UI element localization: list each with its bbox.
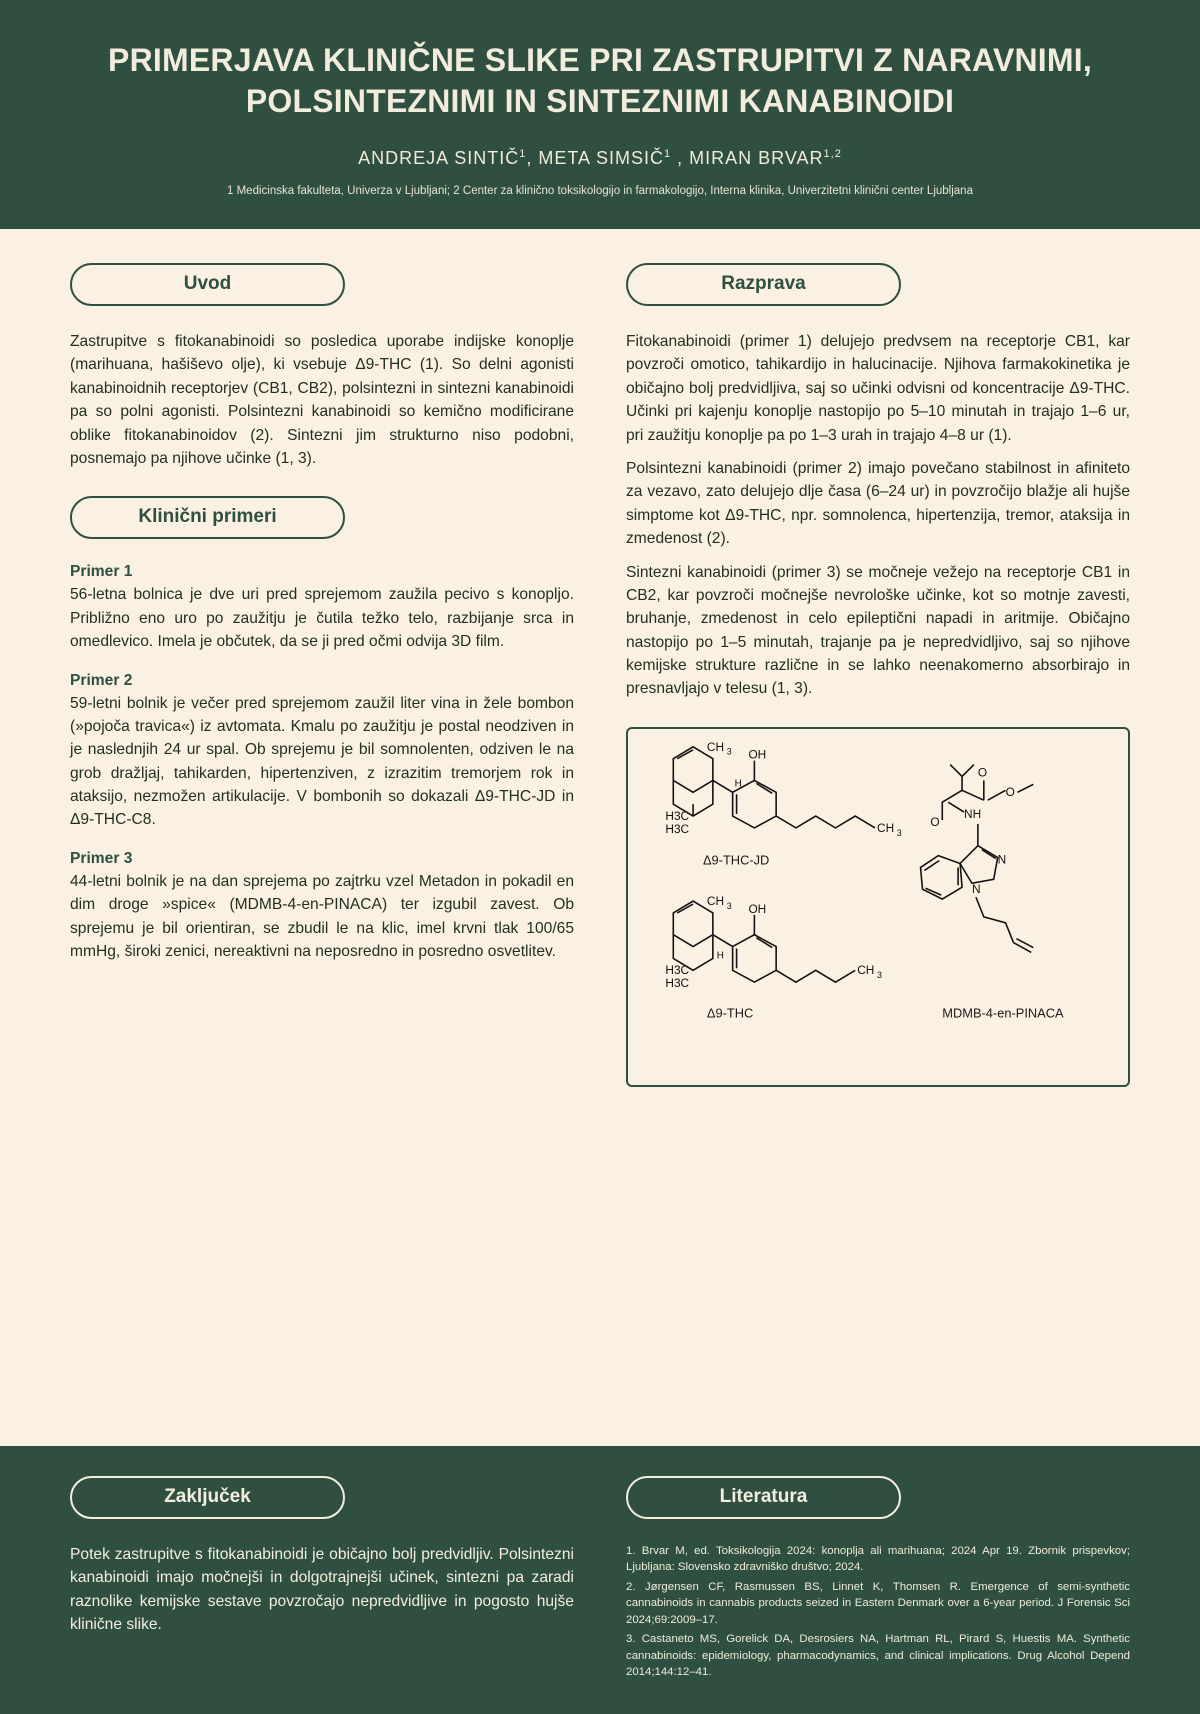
atom-label-h-stereo-1: H — [734, 778, 742, 790]
atom-sub-3d: 3 — [877, 970, 882, 981]
atom-label-ch3-chain-1: CH — [877, 820, 895, 835]
atom-label-o-ester: O — [1005, 785, 1015, 800]
section-klinicni-primeri — [70, 496, 574, 963]
case-1-body: 56-letna bolnica je dve uri pred sprejemom zaužila pecivo s konopljo. Približno eno uro po zaužitju je čutila težko telo, razbijanje srca in omedlevico. Imela je občutek, da se ji pred očmi odvija 3D film. — [70, 586, 574, 651]
author-separator-1: , — [526, 147, 539, 168]
case-3-body: 44-letni bolnik je na dan sprejema po zajtrku vzel Metadon in pokadil en dim droge »spice« (MDMB-4-en-PINACA) ter izgubil zavest. Ob sprejemu je bil orientiran, se zbudil le na klic, imel krvni tlak 100/65 mmHg, široki zenici, nereaktivni na neposredno in posredno osvetlitev. — [70, 872, 574, 961]
atom-label-o-amide: O — [930, 814, 940, 829]
author-list — [70, 148, 1130, 169]
atom-label-n-1: N — [997, 852, 1007, 867]
razprava-paragraph-2: Polsintezni kanabinoidi (primer 2) imajo povečano stabilnost in afiniteto za vezavo, zato delujejo dlje časa (6–24 ur) in povzročijo blažje ali hujše simptome kot Δ9-THC, npr. somnolenca, hipertenzija, tremor, ataksija in zmedenost (2). — [626, 459, 1130, 548]
atom-label-ch3-top: CH — [706, 739, 725, 754]
figure-label-mdmb: MDMB-4-en-PINACA — [942, 1005, 1064, 1021]
structure-thc — [665, 894, 882, 1021]
right-column — [626, 263, 1130, 1446]
reference-item-3: 3. Castaneto MS, Gorelick DA, Desrosiers NA, Hartman RL, Pirard S, Huestis MA. Synthetic cannabinoids: epidemiology, pharmacodynamics, and clinical implications. Drug Alcohol Depend 2014;144:12–41. — [626, 1633, 1130, 1679]
section-uvod — [70, 263, 574, 470]
reference-item-1: 1. Brvar M, ed. Toksikologija 2024: konoplja ali marihuana; 2024 Apr 19. Zbornik prispevkov; Ljubljana: Slovensko zdravniško društvo; 2024. — [626, 1544, 1130, 1574]
author-1-name: ANDREJA SINTIČ — [358, 147, 520, 168]
atom-label-h3c-4: H3C — [665, 975, 690, 990]
author-3-name: MIRAN BRVAR — [689, 147, 824, 168]
case-3 — [70, 850, 574, 964]
atom-sub-3c: 3 — [726, 900, 732, 911]
section-heading-literatura: Literatura — [626, 1476, 901, 1519]
reference-list — [626, 1543, 1130, 1681]
chemical-structures-figure — [626, 727, 1130, 1087]
case-1-title: Primer 1 — [70, 563, 133, 581]
atom-label-oh-2: OH — [748, 901, 767, 916]
structure-mdmb-4-en-pinaca — [921, 764, 1065, 1020]
atom-sub-3a: 3 — [726, 746, 732, 757]
poster-header — [0, 0, 1200, 229]
poster-footer — [0, 1446, 1200, 1714]
atom-sub-3b: 3 — [896, 827, 902, 838]
author-2-name: META SIMSIČ — [538, 147, 665, 168]
figure-label-thc-jd: Δ9-THC-JD — [702, 852, 770, 868]
uvod-body: Zastrupitve s fitokanabinoidi so posledica uporabe indijske konoplje (marihuana, hašiševo olje), ki vsebuje Δ9-THC (1). So delni agonisti kanabinoidnih receptorjev (CB1, CB2), polsintezni in sintezni kanabinoidi pa so polni agonisti. Polsintezni kanabinoidi so kemično modificirane oblike fitokanabinoidov (2). Sintezni jim strukturno niso podobni, posnemajo pa njihove učinke (1, 3). — [70, 333, 574, 467]
author-3-affil-marker: 1,2 — [823, 147, 842, 160]
case-3-title: Primer 3 — [70, 849, 133, 867]
author-2-affil-marker: 1 — [664, 147, 672, 160]
case-2-title: Primer 2 — [70, 671, 133, 689]
poster-body — [0, 229, 1200, 1446]
author-1-affil-marker: 1 — [519, 147, 527, 160]
atom-label-h3c-2: H3C — [665, 821, 690, 836]
left-column — [70, 263, 574, 1446]
section-heading-zakljucek: Zaključek — [70, 1476, 345, 1519]
structure-thc-jd — [665, 740, 901, 868]
atom-label-h3c-1: H3C — [665, 808, 690, 823]
atom-label-ch3-bottom: CH — [706, 893, 725, 908]
page-title: PRIMERJAVA KLINIČNE SLIKE PRI ZASTRUPITVI Z NARAVNIMI, POLSINTEZNIMI IN SINTEZNIMI KANABINOIDI — [108, 42, 1092, 119]
chemical-structures-svg — [628, 729, 1128, 1085]
case-2-body: 59-letni bolnik je večer pred sprejemom zaužil liter vina in žele bombon (»pojoča travica«) iz avtomata. Kmalu po zaužitju je postal neodziven in je naslednjih 24 ur spal. Ob sprejemu je bil somnolenten, odziven le na grob dražljaj, tahikarden, hipertenziven, z izrazitim tremorjem rok in ataksijo, nezmožen artikulacije. V bombonih so dokazali Δ9-THC-JD in Δ9-THC-C8. — [70, 694, 574, 829]
razprava-paragraph-3: Sintezni kanabinoidi (primer 3) se močneje vežejo na receptorje CB1 in CB2, kar povzroči močnejše nevrološke učinke, kot so motnje zavesti, bruhanje, zmedenost in celo epileptični napadi in aritmije. Običajno nastopijo po 1–5 minutah, trajanje pa je nepredvidljivo, saj so njihove kemijske strukture različne in se lahko neenakomerno absorbirajo in presnavljajo v telesu (1, 3). — [626, 563, 1130, 698]
atom-label-n-2: N — [971, 882, 981, 897]
section-heading-klinicni-primeri: Klinični primeri — [70, 496, 345, 539]
atom-label-o-ester-dbl: O — [977, 765, 988, 780]
case-1 — [70, 563, 574, 653]
section-heading-razprava: Razprava — [626, 263, 901, 306]
zakljucek-body: Potek zastrupitve s fitokanabinoidi je običajno bolj predvidljiv. Polsintezni kanabinoidi imajo močnejši in dolgotrajnejši učinek, sintezni pa zaradi raznolike kemijske sestave povzročajo nepredvidljive in pogosto hujše klinične slike. — [70, 1545, 574, 1633]
section-razprava — [626, 263, 1130, 701]
case-2 — [70, 672, 574, 832]
footer-right-column — [626, 1476, 1130, 1684]
footer-left-column — [70, 1476, 574, 1684]
author-separator-2: , — [671, 147, 690, 168]
atom-label-nh: NH — [964, 806, 982, 821]
atom-label-oh-1: OH — [748, 747, 767, 762]
reference-item-2: 2. Jørgensen CF, Rasmussen BS, Linnet K, Thomsen R. Emergence of semi-synthetic cannabinoids in cannabis products seized in Eastern Denmark over a 6-year period. J Forensic Sci 2024;69:2009–17. — [626, 1580, 1130, 1626]
figure-label-thc: Δ9-THC — [706, 1005, 754, 1021]
affiliations: 1 Medicinska fakulteta, Univerza v Ljubljani; 2 Center za klinično toksikologijo in farmakologijo, Interna klinika, Univerzitetni klinični center Ljubljana — [227, 184, 973, 197]
razprava-paragraph-1: Fitokanabinoidi (primer 1) delujejo predvsem na receptorje CB1, kar povzroči omotico, tahikardijo in halucinacije. Njihova farmakokinetika je običajno bolj predvidljiva, saj so učinki odvisni od koncentracije Δ9-THC. Učinki pri kajenju konoplje nastopijo po 5–10 minutah in trajajo 1–6 ur, pri zaužitju konoplje pa po 1–3 urah in trajajo 4–8 ur (1). — [626, 333, 1130, 444]
section-heading-uvod: Uvod — [70, 263, 345, 306]
atom-label-h-stereo-2: H — [716, 950, 724, 962]
atom-label-ch3-chain-2: CH — [857, 963, 875, 978]
atom-label-h3c-3: H3C — [665, 963, 690, 978]
